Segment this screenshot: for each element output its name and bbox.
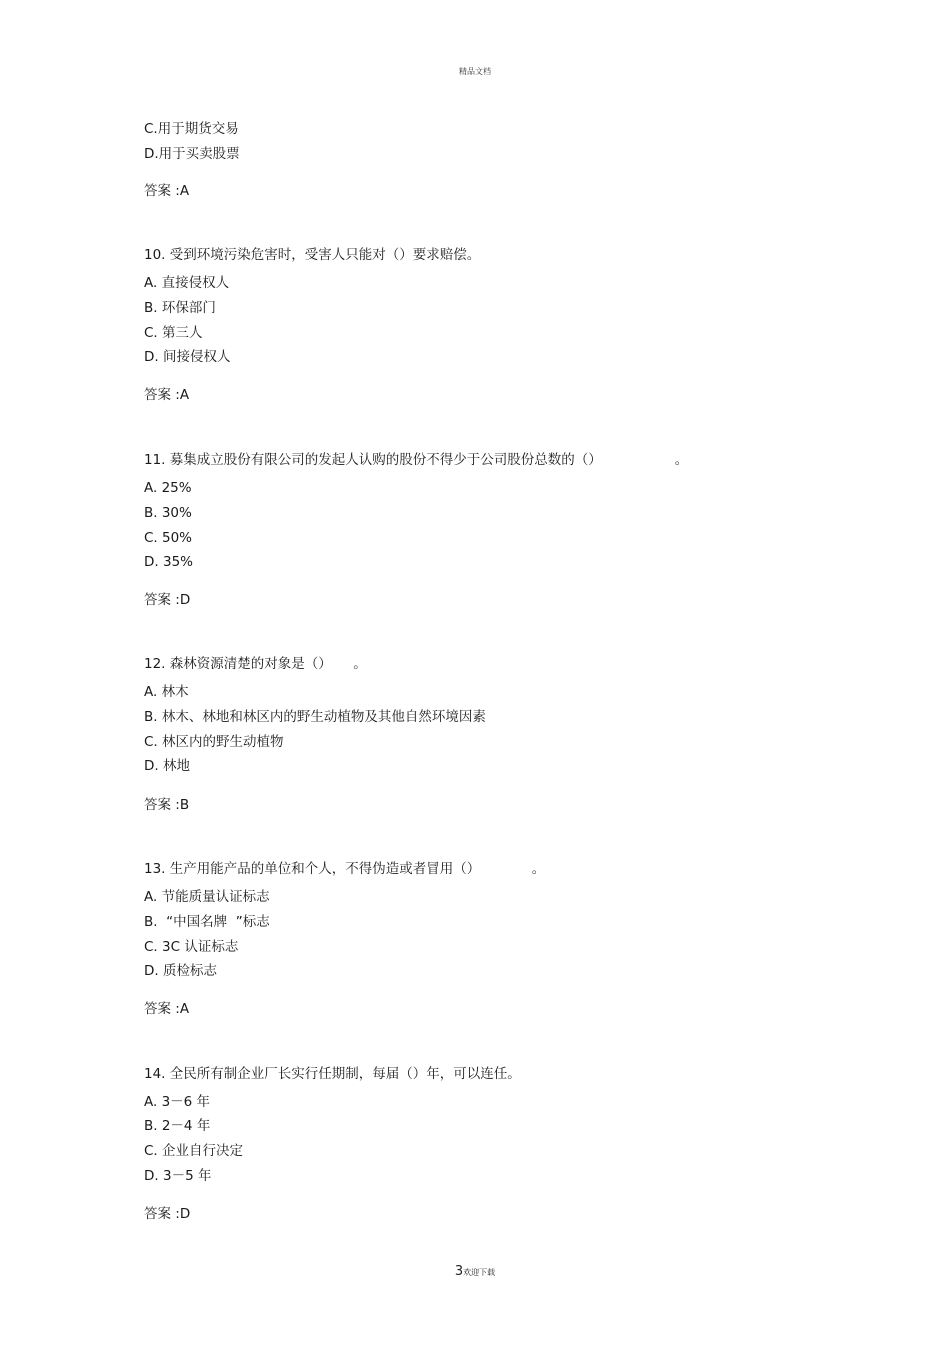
option-a: A. 25%: [144, 480, 192, 496]
option-c: C. 50%: [144, 530, 193, 546]
option-b: B. 林木、林地和林区内的野生动植物及其他自然环境因素: [144, 709, 486, 725]
question-11: 11. 募集成立股份有限公司的发起人认购的股份不得少于公司股份总数的（） 。: [144, 452, 689, 468]
answer-text: 答案 :A: [144, 387, 190, 403]
question-14: 14. 全民所有制企业厂长实行任期制，每届（）年，可以连任。: [144, 1066, 521, 1082]
answer-text: 答案 :D: [144, 592, 191, 608]
question-10: 10. 受到环境污染危害时，受害人只能对（）要求赔偿。: [144, 247, 481, 263]
option-c: C. 第三人: [144, 325, 203, 341]
answer-text: 答案 :A: [144, 1001, 190, 1017]
option-d: D. 林地: [144, 758, 190, 774]
option-d: D. 3－5 年: [144, 1168, 212, 1184]
answer-text: 答案 :B: [144, 797, 190, 813]
option-c: C.用于期货交易: [144, 121, 239, 137]
option-b: B. 30%: [144, 505, 192, 521]
answer-text: 答案 :A: [144, 183, 190, 199]
option-d: D. 35%: [144, 554, 193, 570]
question-12: 12. 森林资源清楚的对象是（） 。: [144, 656, 367, 672]
option-c: C. 3C 认证标志: [144, 939, 239, 955]
option-b: B. “中国名牌 ”标志: [144, 914, 270, 930]
option-a: A. 林木: [144, 684, 189, 700]
option-d: D. 质检标志: [144, 963, 217, 979]
footer-text: 欢迎下载: [463, 1268, 496, 1277]
option-d: D. 间接侵权人: [144, 349, 231, 365]
option-b: B. 环保部门: [144, 300, 216, 316]
page-header: 精品文档: [459, 67, 491, 76]
option-a: A. 节能质量认证标志: [144, 889, 270, 905]
option-b: B. 2－4 年: [144, 1118, 211, 1134]
option-c: C. 企业自行决定: [144, 1143, 244, 1159]
option-a: A. 直接侵权人: [144, 275, 230, 291]
page-footer: [0, 1260, 950, 1279]
option-a: A. 3－6 年: [144, 1094, 211, 1110]
question-13: 13. 生产用能产品的单位和个人，不得伪造或者冒用（） 。: [144, 861, 546, 877]
answer-text: 答案 :D: [144, 1206, 191, 1222]
option-d: D.用于买卖股票: [144, 146, 240, 162]
option-c: C. 林区内的野生动植物: [144, 734, 284, 750]
page-number: 3: [454, 1264, 464, 1279]
